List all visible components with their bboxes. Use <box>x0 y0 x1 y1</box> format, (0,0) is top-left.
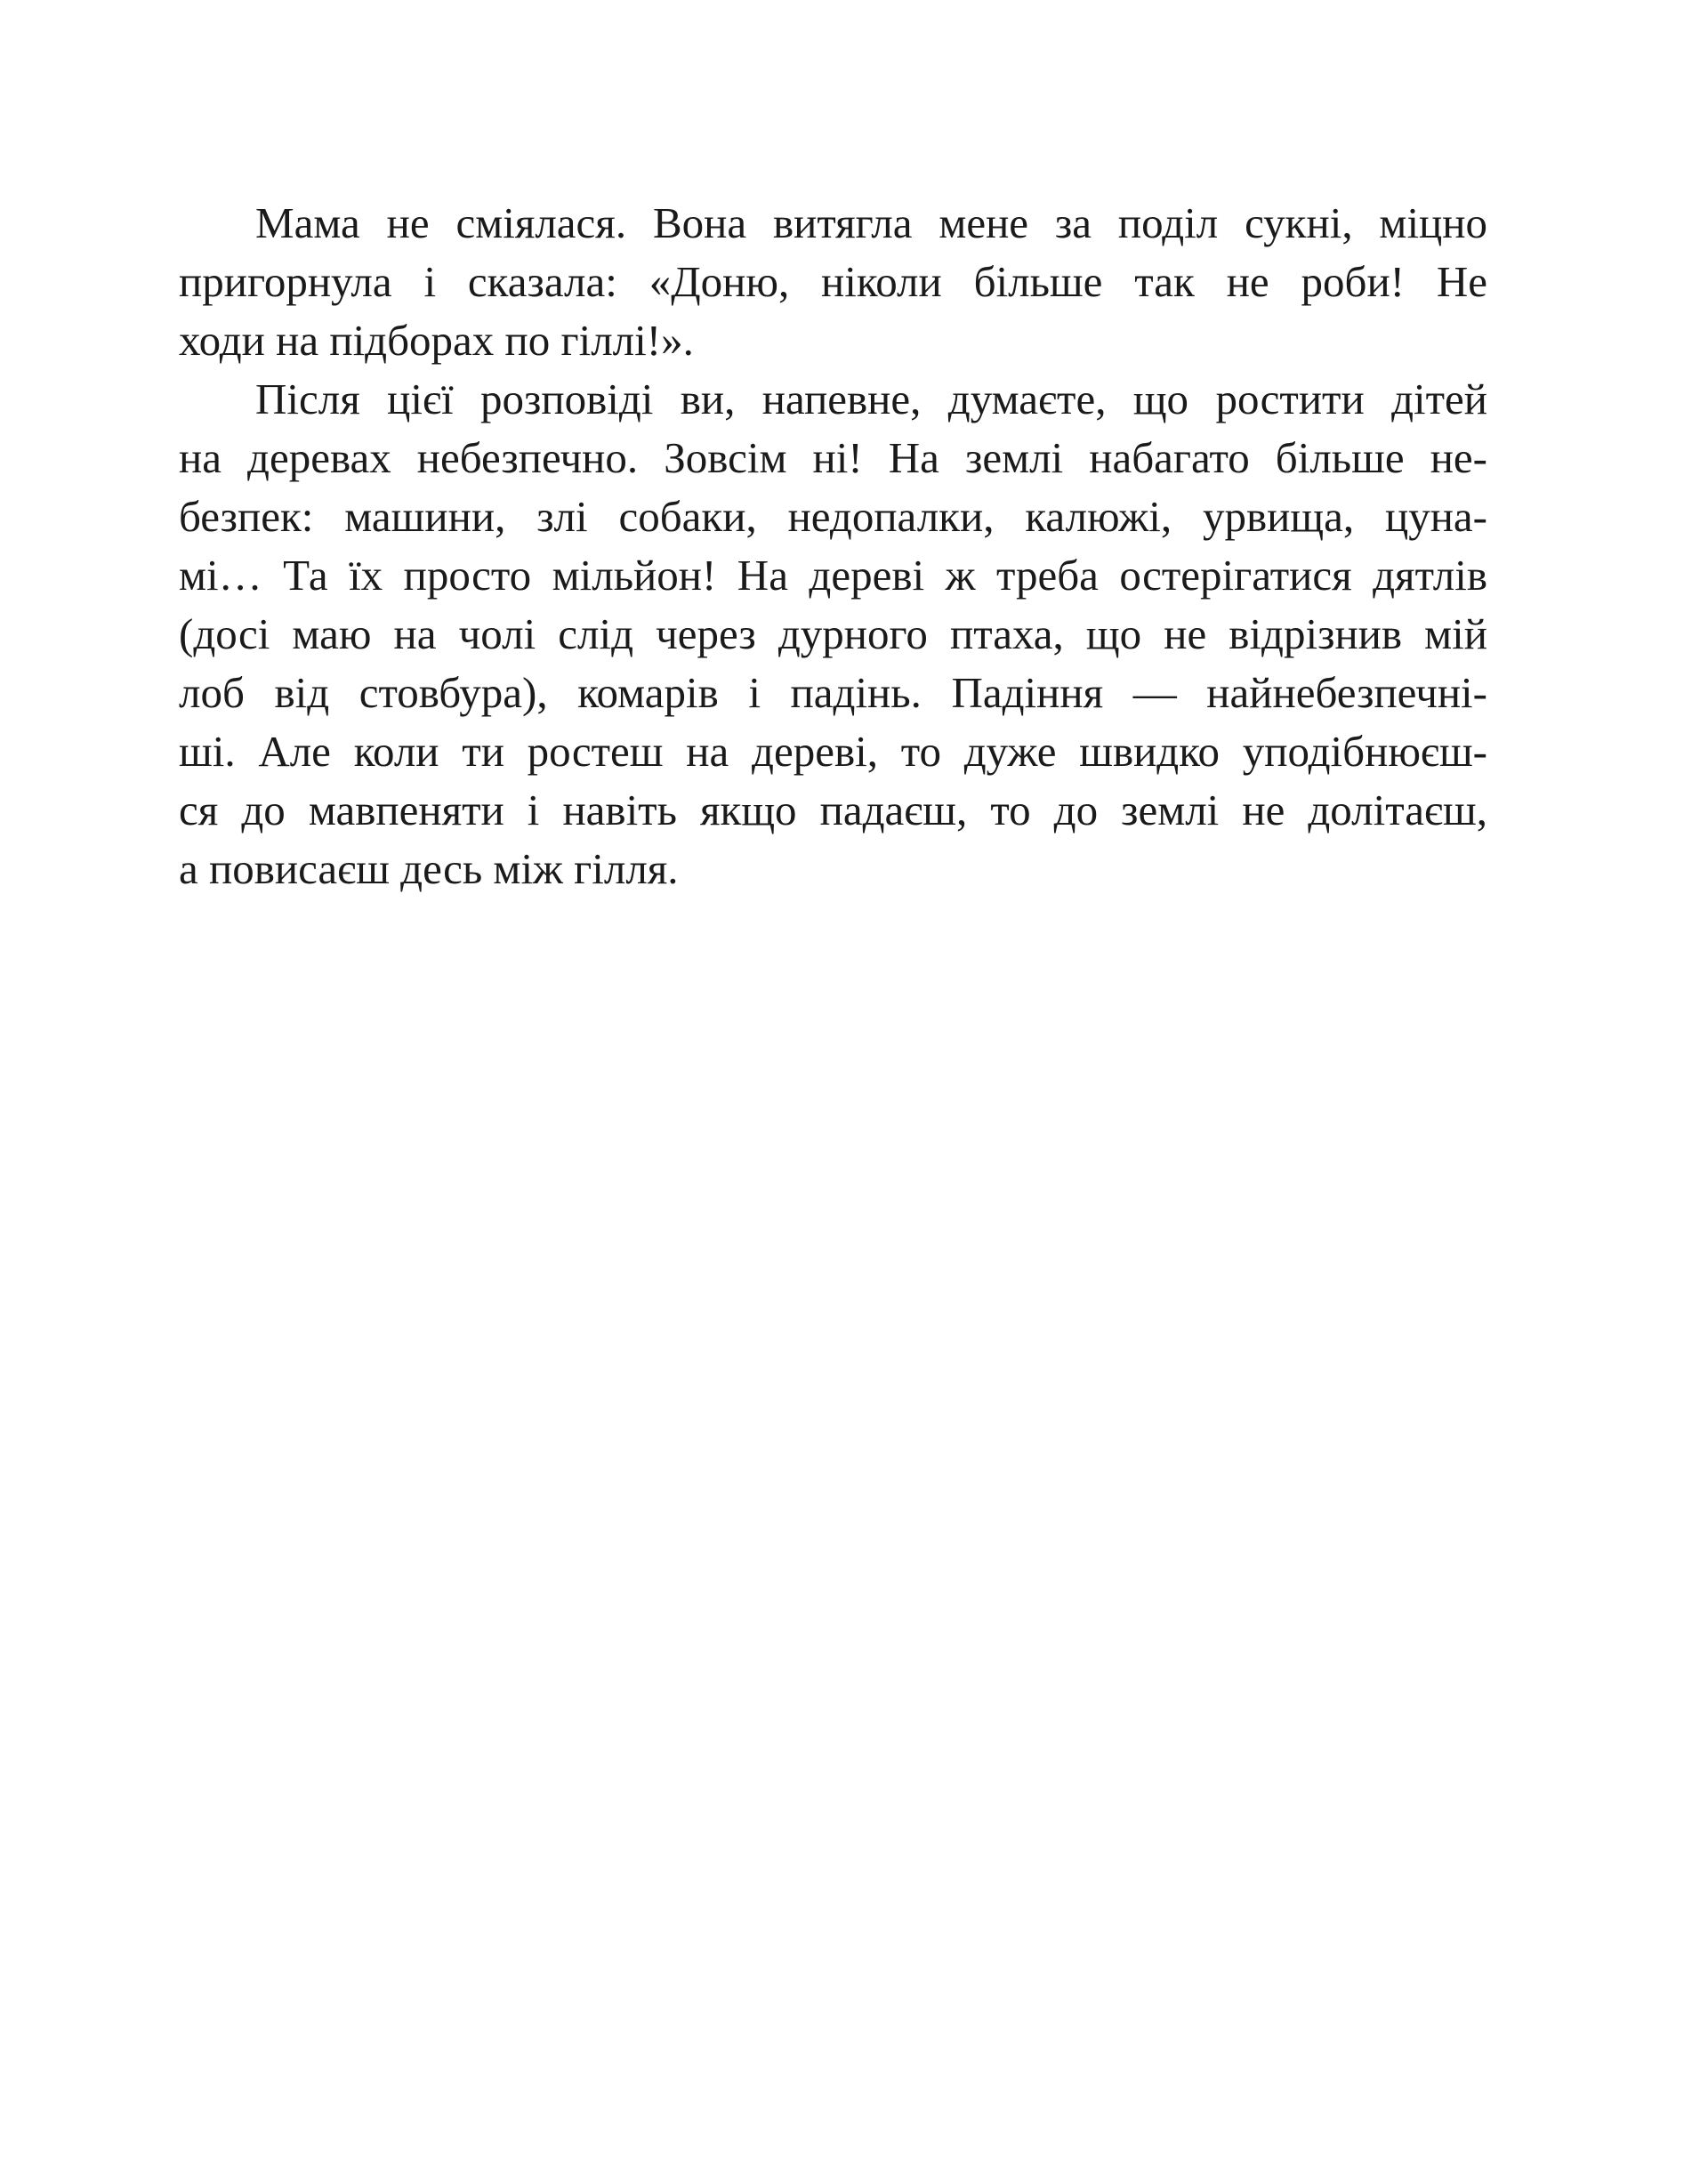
text-line: ся до мавпеняти і навіть якщо падаєш, то до землі не долітаєш, <box>179 785 1487 834</box>
text-line: ші. Але коли ти ростеш на дереві, то дуже швидко уподібнюєш- <box>179 727 1487 776</box>
text-line: Після цієї розповіді ви, напевне, думаєте, що ростити дітей <box>255 375 1487 423</box>
text-line: ходи на підборах по гіллі!». <box>179 316 694 365</box>
text-line: мі… Та їх просто мільйон! На дереві ж треба остерігатися дятлів <box>179 551 1487 600</box>
text-line: (досі маю на чолі слід через дурного птаха, що не відрізнив мій <box>179 609 1487 658</box>
text-line: Мама не сміялася. Вона витягла мене за поділ сукні, міцно <box>255 198 1487 247</box>
text-line: на деревах небезпечно. Зовсім ні! На землі набагато більше не- <box>179 433 1487 482</box>
text-line: пригорнула і сказала: «Доню, ніколи більше так не роби! Не <box>179 257 1487 306</box>
book-page-text <box>179 194 1487 898</box>
text-line: безпек: машини, злі собаки, недопалки, калюжі, урвища, цуна- <box>179 492 1487 541</box>
paragraph-2 <box>179 370 1487 898</box>
text-line: лоб від стовбура), комарів і падінь. Падіння — найнебезпечні- <box>179 668 1487 717</box>
paragraph-1 <box>179 194 1487 370</box>
text-line: а повисаєш десь між гілля. <box>179 844 679 893</box>
